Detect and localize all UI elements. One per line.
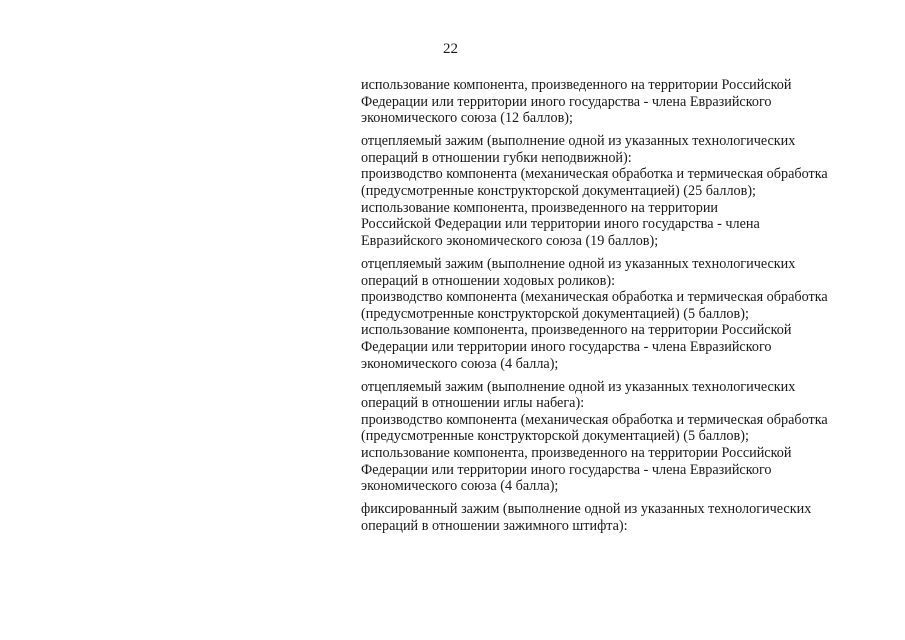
text-line: (предусмотренные конструкторской документацией) (5 баллов);	[361, 305, 749, 322]
text-line: использование компонента, произведенного на территории Российской	[361, 322, 792, 339]
document-body	[361, 77, 881, 541]
text-line: операций в отношении иглы набега):	[361, 395, 585, 412]
text-line: отцепляемый зажим (выполнение одной из указанных технологических	[361, 378, 796, 395]
text-line: экономического союза (4 балла);	[361, 478, 559, 495]
text-line: Федерации или территории иного государства - члена Евразийского	[361, 338, 772, 355]
paragraph-detachable-clamp-rollers	[361, 256, 881, 372]
text-line: Федерации или территории иного государства - члена Евразийского	[361, 461, 772, 478]
paragraph-component-usage	[361, 77, 881, 127]
text-line: фиксированный зажим (выполнение одной из указанных технологических	[361, 501, 812, 518]
paragraph-fixed-clamp	[361, 501, 881, 534]
text-line: Российской Федерации или территории иного государства - члена	[361, 216, 760, 233]
text-line: операций в отношении ходовых роликов):	[361, 272, 616, 289]
paragraph-detachable-clamp-needle	[361, 379, 881, 495]
text-line: Евразийского экономического союза (19 баллов);	[361, 232, 659, 249]
text-line: экономического союза (4 балла);	[361, 355, 559, 372]
text-line: отцепляемый зажим (выполнение одной из указанных технологических	[361, 133, 796, 150]
text-line: производство компонента (механическая обработка и термическая обработка	[361, 411, 828, 428]
text-line: Федерации или территории иного государства - члена Евразийского	[361, 93, 772, 110]
text-line: использование компонента, произведенного на территории Российской	[361, 77, 792, 93]
text-line: производство компонента (механическая обработка и термическая обработка	[361, 289, 828, 306]
page-number: 22	[443, 41, 458, 57]
paragraph-detachable-clamp-fixed-jaw	[361, 133, 881, 249]
text-line: экономического союза (12 баллов);	[361, 110, 573, 127]
text-line: отцепляемый зажим (выполнение одной из указанных технологических	[361, 255, 796, 272]
text-line: использование компонента, произведенного на территории Российской	[361, 444, 792, 461]
text-line: (предусмотренные конструкторской документацией) (25 баллов);	[361, 183, 756, 200]
text-line: использование компонента, произведенного на территории	[361, 199, 718, 216]
text-line: производство компонента (механическая обработка и термическая обработка	[361, 166, 828, 183]
text-line: операций в отношении зажимного штифта):	[361, 517, 628, 534]
text-line: (предусмотренные конструкторской документацией) (5 баллов);	[361, 428, 749, 445]
text-line: операций в отношении губки неподвижной):	[361, 149, 632, 166]
